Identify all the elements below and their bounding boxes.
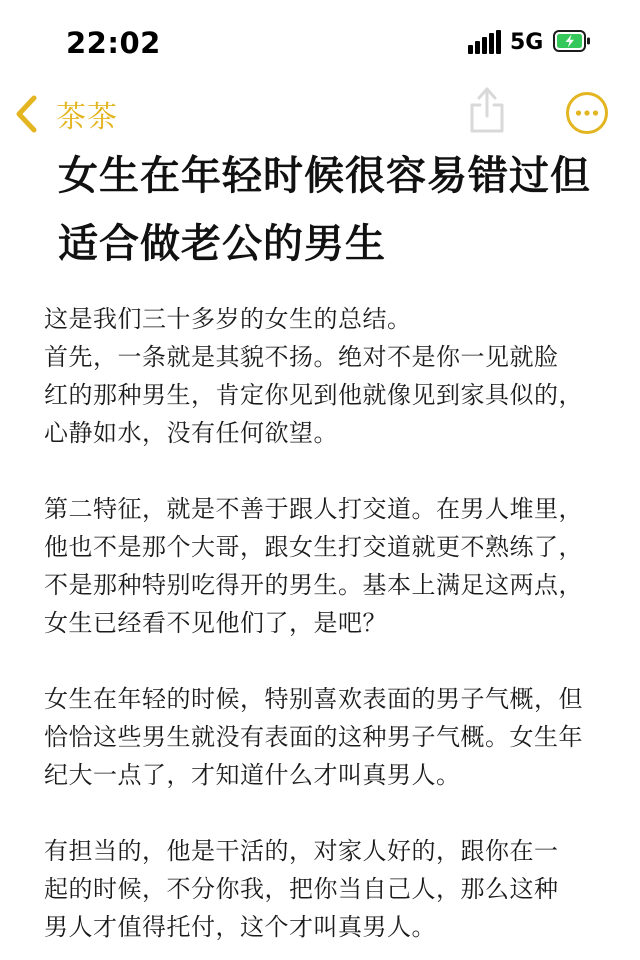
nav-bar: [0, 84, 640, 144]
share-icon[interactable]: [466, 84, 508, 136]
body-line: 红的那种男生，肯定你见到他就像见到家具似的，: [44, 381, 583, 409]
chevron-left-icon: [10, 92, 46, 136]
body-line: 恰恰这些男生就没有表面的这种男子气概。女生年: [44, 723, 583, 751]
body-line: 心静如水，没有任何欲望。: [44, 419, 338, 447]
paragraph-gap: [44, 452, 612, 490]
body-line: 纪大一点了，才知道什么才叫真男人。: [44, 761, 461, 789]
more-icon[interactable]: [565, 91, 609, 135]
signal-icon: [468, 30, 502, 54]
body-line: 这是我们三十多岁的女生的总结。: [44, 305, 412, 333]
body-line: 起的时候，不分你我，把你当自己人，那么这种: [44, 875, 559, 903]
body-line: 他也不是那个大哥，跟女生打交道就更不熟练了，: [44, 533, 583, 561]
body-line: 不是那种特别吃得开的男生。基本上满足这两点，: [44, 571, 583, 599]
paragraph-gap: [44, 642, 612, 680]
status-time: 22:02: [66, 26, 161, 60]
body-line: 女生在年轻的时候，特别喜欢表面的男子气概，但: [44, 685, 583, 713]
back-button[interactable]: [10, 92, 118, 136]
body-line: 有担当的，他是干活的，对家人好的，跟你在一: [44, 837, 559, 865]
title-line: 女生在年轻时候很容易错过但: [58, 153, 591, 199]
note-title: [58, 142, 618, 278]
status-bar: [0, 0, 640, 84]
network-label: 5G: [510, 30, 544, 55]
battery-icon: [553, 29, 591, 53]
paragraph: [44, 300, 612, 452]
paragraph: [44, 832, 612, 946]
note-body: [44, 300, 612, 946]
body-line: 女生已经看不见他们了，是吧？: [44, 609, 387, 637]
body-line: 首先，一条就是其貌不扬。绝对不是你一见就脸: [44, 343, 559, 371]
body-line: 男人才值得托付，这个才叫真男人。: [44, 913, 436, 941]
paragraph: [44, 490, 612, 642]
body-line: 第二特征，就是不善于跟人打交道。在男人堆里，: [44, 495, 583, 523]
paragraph-gap: [44, 794, 612, 832]
title-line: 适合做老公的男生: [58, 221, 386, 267]
paragraph: [44, 680, 612, 794]
back-label: 茶茶: [56, 100, 118, 135]
